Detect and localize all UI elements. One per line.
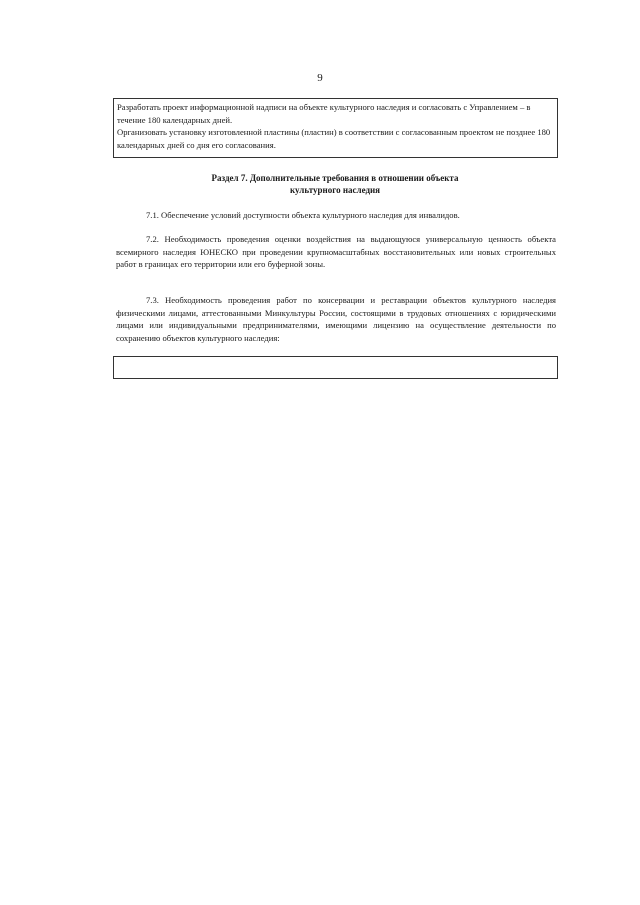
section-heading xyxy=(120,172,550,196)
page-number: 9 xyxy=(317,72,323,84)
paragraph-7-3: 7.3. Необходимость проведения работ по консервации и реставрации объектов культурного наследия физическими лицами, аттестованными Минкультуры России, состоящими в трудовых отношениях с юридическими лицами или индивидуальными предпринимателями, имеющими лицензию на осуществление деятельности по сохранению объектов культурного наследия: xyxy=(116,295,556,343)
requirements-box xyxy=(113,98,558,158)
paragraph-7-1: 7.1. Обеспечение условий доступности объекта культурного наследия для инвалидов. xyxy=(146,210,460,220)
empty-answer-box xyxy=(113,356,558,379)
requirement-text-1: Разработать проект информационной надписи на объекте культурного наследия и согласовать с Управлением – в течение 180 календарных дней. xyxy=(117,102,531,125)
section-heading-line-2: культурного наследия xyxy=(289,185,381,195)
paragraph-7-2: 7.2. Необходимость проведения оценки воздействия на выдающуюся универсальную ценность объекта всемирного наследия ЮНЕСКО при проведении крупномасштабных восстановительных или новых строительных работ в границах его территории или его буферной зоны. xyxy=(116,234,556,269)
section-heading-line-1: Раздел 7. Дополнительные требования в отношении объекта xyxy=(211,173,459,183)
requirement-text-2: Организовать установку изготовленной пластины (пластин) в соответствии с согласованным проектом не позднее 180 календарных дней со дня его согласования. xyxy=(117,127,551,150)
